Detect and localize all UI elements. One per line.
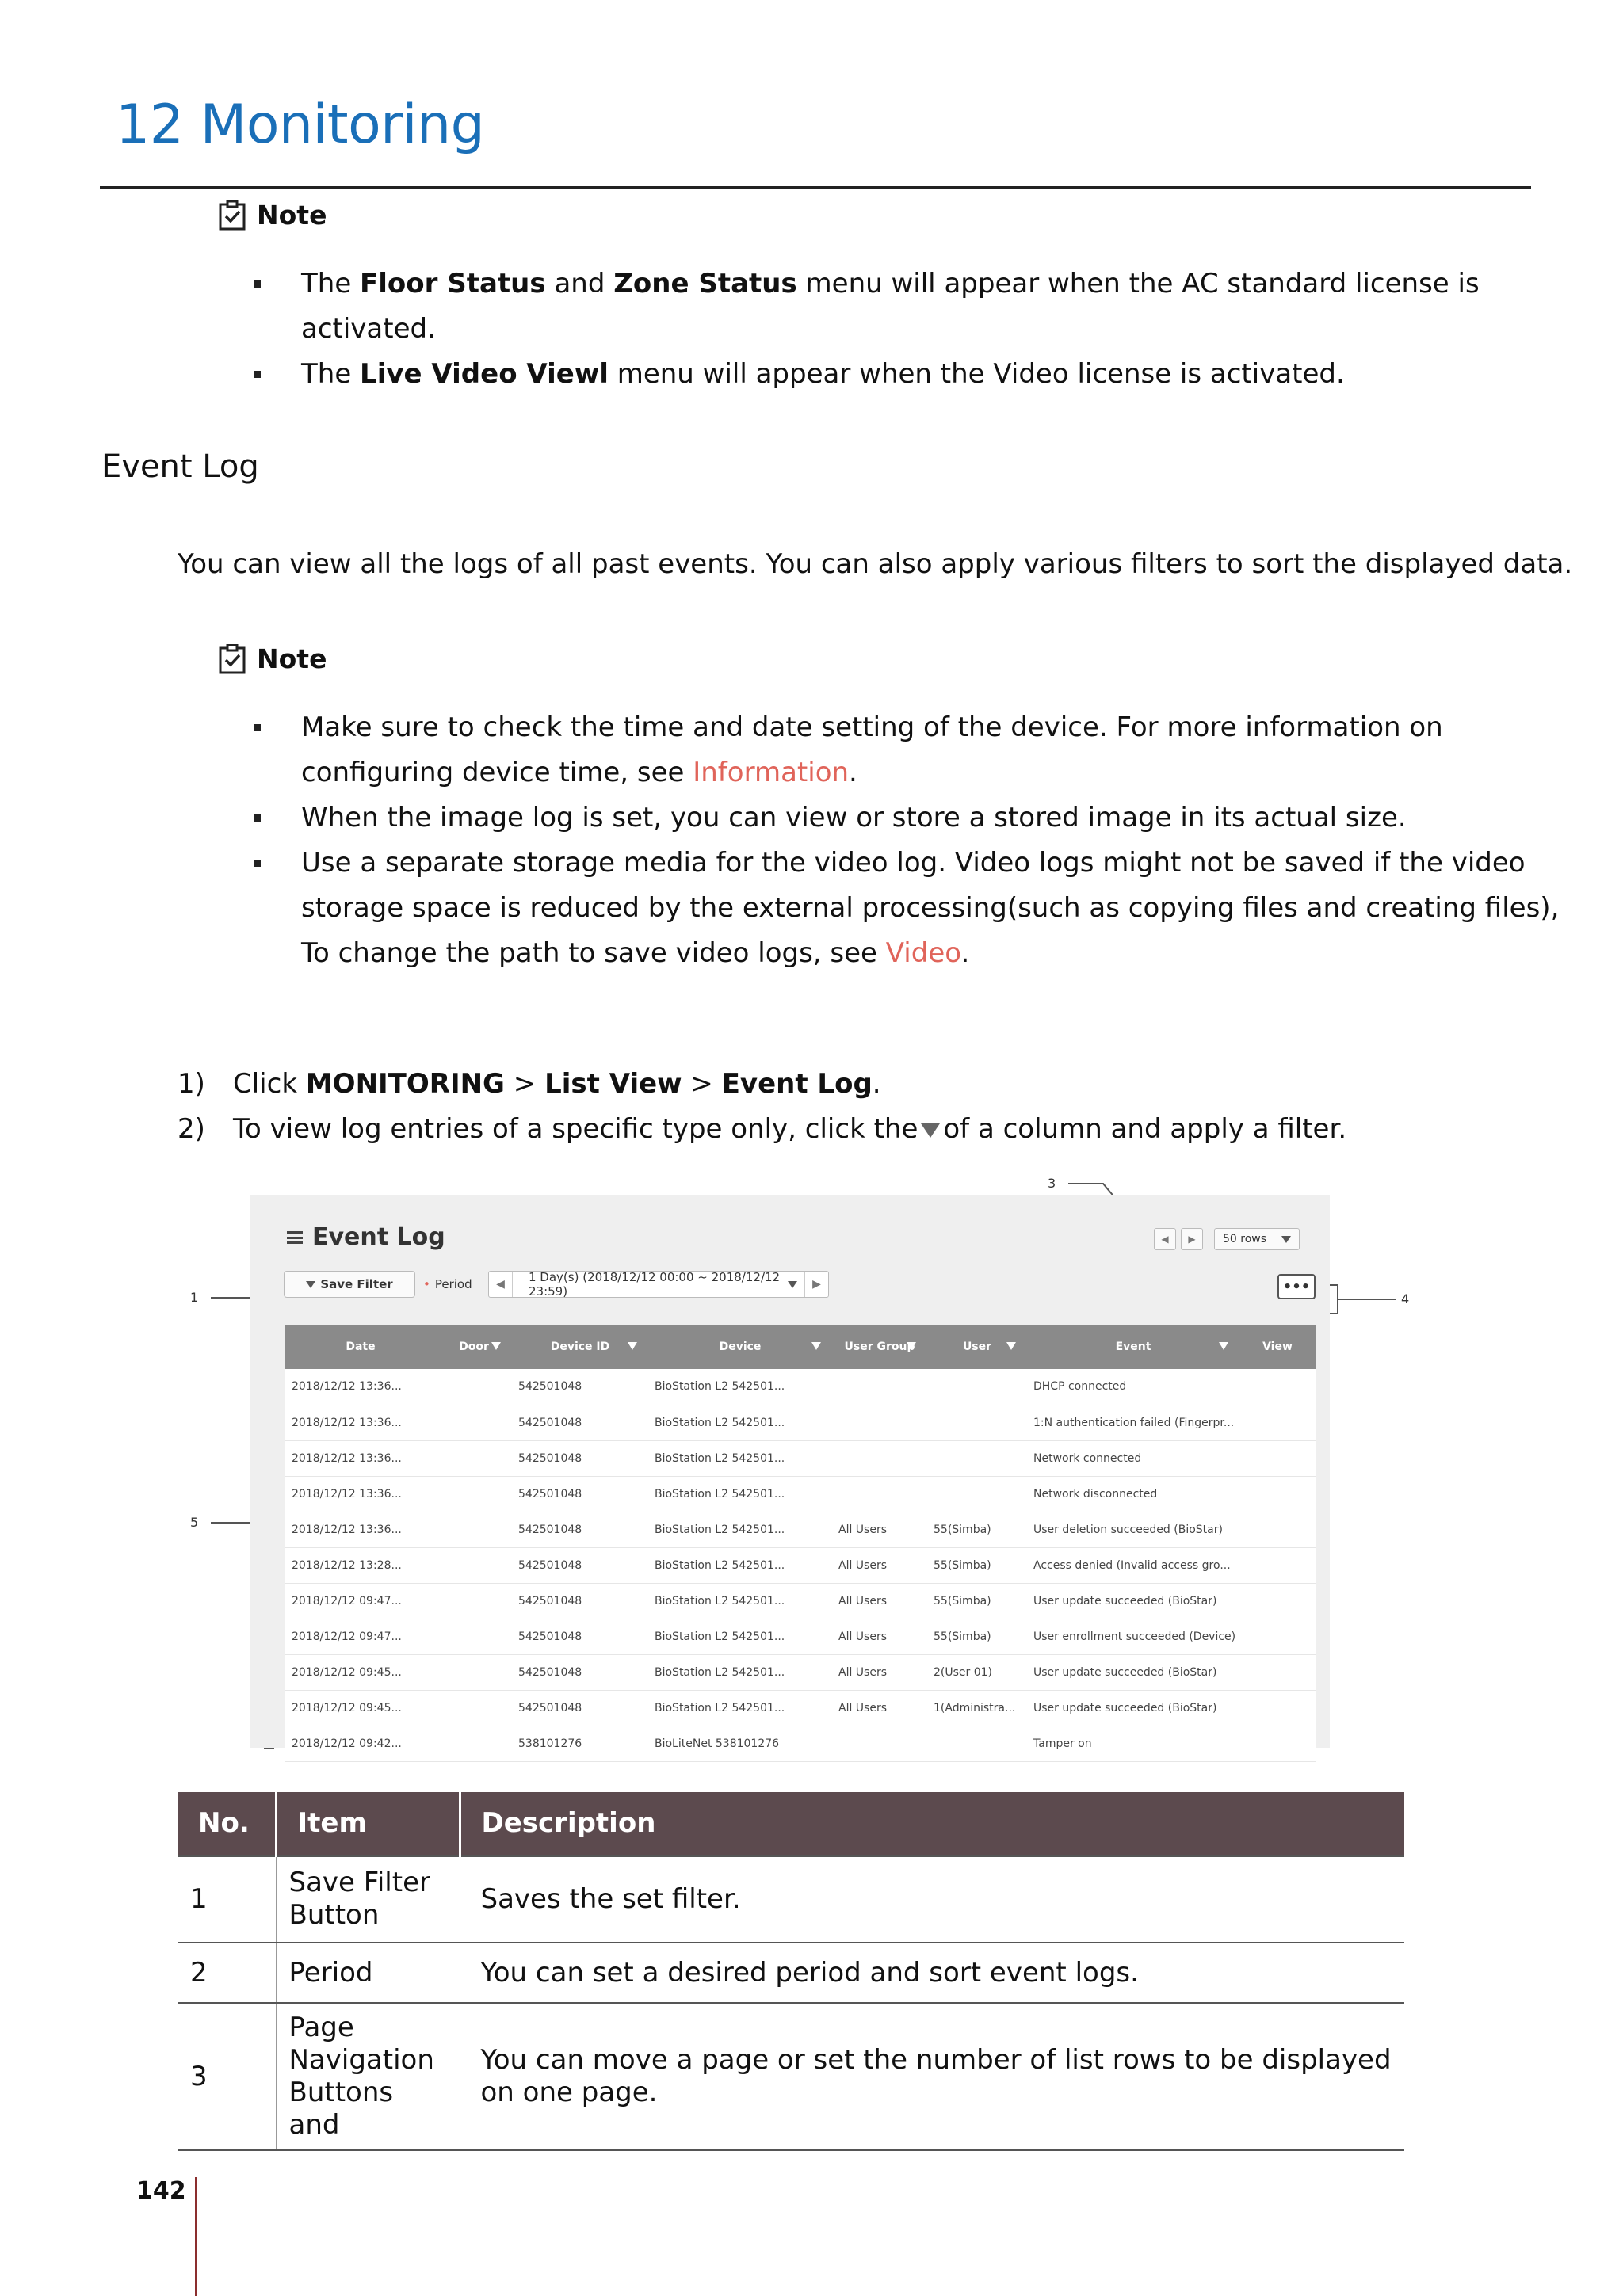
table-cell: 2018/12/12 09:47...: [285, 1619, 436, 1654]
table-cell: BioStation L2 542501...: [648, 1512, 832, 1547]
table-cell: [1239, 1690, 1316, 1726]
filter-icon[interactable]: [1006, 1342, 1016, 1350]
table-cell: [1239, 1726, 1316, 1761]
callout-4: 4: [1401, 1291, 1410, 1306]
chapter-rule: [100, 186, 1531, 189]
table-cell: All Users: [832, 1547, 927, 1583]
event-log-screenshot: [250, 1195, 1330, 1748]
filter-icon: [921, 1123, 940, 1138]
table-cell: User enrollment succeeded (Device): [1027, 1619, 1239, 1654]
section-intro: You can view all the logs of all past events. You can also apply various filters to sort the displayed data.: [178, 548, 1573, 580]
table-cell: [832, 1440, 927, 1476]
event-log-table: [285, 1325, 1316, 1762]
section-title: Event Log: [101, 448, 259, 485]
table-cell: User update succeeded (BioStar): [1027, 1690, 1239, 1726]
table-cell: 542501048: [512, 1476, 648, 1512]
table-cell: 542501048: [512, 1583, 648, 1619]
table-cell: [1239, 1405, 1316, 1440]
column-header[interactable]: User Group: [832, 1325, 927, 1369]
table-cell: 542501048: [512, 1369, 648, 1405]
table-cell: 2018/12/12 13:36...: [285, 1440, 436, 1476]
table-cell: BioStation L2 542501...: [648, 1619, 832, 1654]
table-cell: [436, 1583, 512, 1619]
note-label: Note: [257, 643, 327, 674]
list-icon: [287, 1231, 303, 1244]
filter-icon[interactable]: [491, 1342, 501, 1350]
event-log-header-row: [285, 1325, 1316, 1369]
table-row[interactable]: [285, 1405, 1316, 1440]
note1-bullets: [254, 261, 1480, 397]
table-cell: All Users: [832, 1654, 927, 1690]
page-bar: [195, 2177, 197, 2296]
filter-icon: [306, 1281, 315, 1288]
table-cell: BioStation L2 542501...: [648, 1440, 832, 1476]
step-1: 1) Click MONITORING > List View > Event Log.: [178, 1068, 881, 1100]
description-table: [178, 1792, 1404, 2151]
table-cell: 2018/12/12 13:36...: [285, 1369, 436, 1405]
table-cell: [436, 1512, 512, 1547]
table-cell: [1239, 1512, 1316, 1547]
save-filter-button[interactable]: Save Filter: [284, 1271, 415, 1298]
table-cell: [436, 1547, 512, 1583]
table-cell: BioStation L2 542501...: [648, 1654, 832, 1690]
desc-item: Save Filter Button: [276, 1855, 460, 1943]
table-cell: 55(Simba): [927, 1583, 1027, 1619]
video-link[interactable]: Video: [885, 937, 961, 969]
steps: [178, 1062, 1346, 1152]
table-row[interactable]: [285, 1654, 1316, 1690]
note-label: Note: [257, 200, 327, 231]
column-header[interactable]: View: [1239, 1325, 1316, 1369]
filter-icon[interactable]: [812, 1342, 821, 1350]
table-cell: [832, 1369, 927, 1405]
period-prev-icon[interactable]: ◀: [489, 1272, 513, 1297]
next-page-button[interactable]: ▶: [1181, 1228, 1203, 1250]
note1-bullet-2: The Live Video Viewl menu will appear when the Video license is activated.: [254, 352, 1480, 397]
table-row: [178, 1943, 1404, 2003]
desc-item: Period: [276, 1943, 460, 2003]
table-cell: [1239, 1476, 1316, 1512]
table-cell: [436, 1440, 512, 1476]
column-header[interactable]: User: [927, 1325, 1027, 1369]
table-cell: 2018/12/12 09:42...: [285, 1726, 436, 1761]
table-row[interactable]: [285, 1440, 1316, 1476]
prev-page-button[interactable]: ◀: [1154, 1228, 1176, 1250]
desc-header-row: [178, 1792, 1404, 1855]
clipboard-check-icon: [219, 200, 247, 231]
note-heading: [219, 643, 327, 674]
table-cell: 542501048: [512, 1619, 648, 1654]
table-cell: 538101276: [512, 1726, 648, 1761]
table-cell: BioStation L2 542501...: [648, 1405, 832, 1440]
table-cell: 542501048: [512, 1440, 648, 1476]
desc-item: Page Navigation Buttons and: [276, 2003, 460, 2150]
table-cell: Access denied (Invalid access gro...: [1027, 1547, 1239, 1583]
event-log-title: Event Log: [287, 1223, 445, 1251]
table-cell: [436, 1476, 512, 1512]
table-cell: 2018/12/12 09:47...: [285, 1583, 436, 1619]
table-cell: 542501048: [512, 1547, 648, 1583]
table-cell: 2018/12/12 13:28...: [285, 1547, 436, 1583]
table-cell: [1239, 1547, 1316, 1583]
table-row[interactable]: [285, 1619, 1316, 1654]
table-cell: [927, 1440, 1027, 1476]
table-cell: All Users: [832, 1690, 927, 1726]
table-cell: [832, 1476, 927, 1512]
table-cell: [436, 1369, 512, 1405]
table-cell: [436, 1654, 512, 1690]
table-row: [178, 1855, 1404, 1943]
information-link[interactable]: Information: [693, 757, 850, 788]
chevron-down-icon: [788, 1281, 797, 1288]
callout-1: 1: [190, 1290, 199, 1305]
desc-description: You can set a desired period and sort event logs.: [460, 1943, 1404, 2003]
chapter-title: 12 Monitoring: [116, 93, 485, 156]
table-cell: [1239, 1654, 1316, 1690]
filter-icon[interactable]: [1219, 1342, 1228, 1350]
filter-icon[interactable]: [907, 1342, 916, 1350]
table-cell: BioStation L2 542501...: [648, 1547, 832, 1583]
more-options-button[interactable]: •••: [1277, 1274, 1316, 1299]
clipboard-check-icon: [219, 644, 247, 674]
callout-4-line: [1325, 1282, 1400, 1317]
table-cell: [436, 1690, 512, 1726]
table-row: [178, 2003, 1404, 2150]
callout-5: 5: [190, 1515, 199, 1530]
table-cell: 1(Administra...: [927, 1690, 1027, 1726]
column-header[interactable]: Device: [648, 1325, 832, 1369]
table-cell: Network disconnected: [1027, 1476, 1239, 1512]
table-cell: 2018/12/12 09:45...: [285, 1690, 436, 1726]
table-cell: 542501048: [512, 1512, 648, 1547]
desc-no: 1: [178, 1855, 276, 1943]
rows-per-page-select[interactable]: 50 rows: [1214, 1228, 1300, 1250]
table-row[interactable]: [285, 1476, 1316, 1512]
note-heading: [219, 200, 327, 231]
table-cell: [832, 1405, 927, 1440]
note2-bullet-3: Use a separate storage media for the video log. Video logs might not be saved if the video storage space is reduced by the external processing(such as copying files and creating files), To change the path to save video logs, see Video.: [254, 841, 1559, 976]
desc-no: 2: [178, 1943, 276, 2003]
note1-bullet-1: The Floor Status and Zone Status menu will appear when the AC standard license is activated.: [254, 261, 1480, 352]
table-cell: All Users: [832, 1619, 927, 1654]
table-row[interactable]: [285, 1547, 1316, 1583]
table-cell: 2(User 01): [927, 1654, 1027, 1690]
table-cell: 542501048: [512, 1654, 648, 1690]
note2-bullet-2: When the image log is set, you can view or store a stored image in its actual size.: [254, 795, 1559, 841]
table-cell: User update succeeded (BioStar): [1027, 1583, 1239, 1619]
table-row[interactable]: [285, 1583, 1316, 1619]
table-cell: [927, 1369, 1027, 1405]
column-header[interactable]: Date: [285, 1325, 436, 1369]
table-cell: DHCP connected: [1027, 1369, 1239, 1405]
table-cell: 2018/12/12 09:45...: [285, 1654, 436, 1690]
step-2: 2) To view log entries of a specific type only, click the of a column and apply a filter.: [178, 1113, 1347, 1145]
event-log-body: [285, 1369, 1316, 1761]
table-cell: 2018/12/12 13:36...: [285, 1476, 436, 1512]
filter-icon[interactable]: [628, 1342, 637, 1350]
table-cell: [1239, 1369, 1316, 1405]
callout-3: 3: [1048, 1176, 1056, 1191]
table-row[interactable]: [285, 1726, 1316, 1761]
period-label: • Period: [423, 1277, 472, 1291]
table-cell: All Users: [832, 1583, 927, 1619]
note2-bullet-1: Make sure to check the time and date setting of the device. For more information on configuring device time, see Information.: [254, 705, 1559, 795]
table-cell: [436, 1726, 512, 1761]
note2-bullets: [254, 705, 1559, 976]
table-cell: Tamper on: [1027, 1726, 1239, 1761]
table-cell: [1239, 1440, 1316, 1476]
table-row[interactable]: [285, 1512, 1316, 1547]
desc-description: You can move a page or set the number of list rows to be displayed on one page.: [460, 2003, 1404, 2150]
table-cell: [436, 1619, 512, 1654]
page-navigation: [1154, 1228, 1203, 1250]
desc-header-description: Description: [460, 1792, 1404, 1855]
table-cell: User deletion succeeded (BioStar): [1027, 1512, 1239, 1547]
table-cell: BioStation L2 542501...: [648, 1369, 832, 1405]
table-cell: BioLiteNet 538101276: [648, 1726, 832, 1761]
table-cell: [927, 1405, 1027, 1440]
column-header[interactable]: Event: [1027, 1325, 1239, 1369]
table-cell: 55(Simba): [927, 1619, 1027, 1654]
desc-header-item: Item: [276, 1792, 460, 1855]
table-cell: [1239, 1619, 1316, 1654]
table-cell: [927, 1476, 1027, 1512]
table-row[interactable]: [285, 1369, 1316, 1405]
table-cell: Network connected: [1027, 1440, 1239, 1476]
table-cell: BioStation L2 542501...: [648, 1583, 832, 1619]
column-header[interactable]: Door: [436, 1325, 512, 1369]
table-cell: 2018/12/12 13:36...: [285, 1405, 436, 1440]
page-number: 142: [136, 2177, 186, 2205]
table-cell: [1239, 1583, 1316, 1619]
desc-description: Saves the set filter.: [460, 1855, 1404, 1943]
desc-header-no: No.: [178, 1792, 276, 1855]
table-cell: [832, 1726, 927, 1761]
table-cell: [436, 1405, 512, 1440]
table-cell: User update succeeded (BioStar): [1027, 1654, 1239, 1690]
column-header[interactable]: Device ID: [512, 1325, 648, 1369]
table-cell: 1:N authentication failed (Fingerpr...: [1027, 1405, 1239, 1440]
table-cell: 542501048: [512, 1405, 648, 1440]
table-cell: All Users: [832, 1512, 927, 1547]
table-cell: BioStation L2 542501...: [648, 1476, 832, 1512]
table-cell: 2018/12/12 13:36...: [285, 1512, 436, 1547]
table-cell: BioStation L2 542501...: [648, 1690, 832, 1726]
desc-no: 3: [178, 2003, 276, 2150]
table-cell: [927, 1726, 1027, 1761]
chevron-down-icon: [1281, 1236, 1291, 1243]
table-cell: 542501048: [512, 1690, 648, 1726]
table-row[interactable]: [285, 1690, 1316, 1726]
period-selector[interactable]: ◀ 1 Day(s) (2018/12/12 00:00 ~ 2018/12/12 23:59) ▶: [488, 1271, 829, 1298]
table-cell: 55(Simba): [927, 1547, 1027, 1583]
period-next-icon[interactable]: ▶: [804, 1272, 828, 1297]
table-cell: 55(Simba): [927, 1512, 1027, 1547]
